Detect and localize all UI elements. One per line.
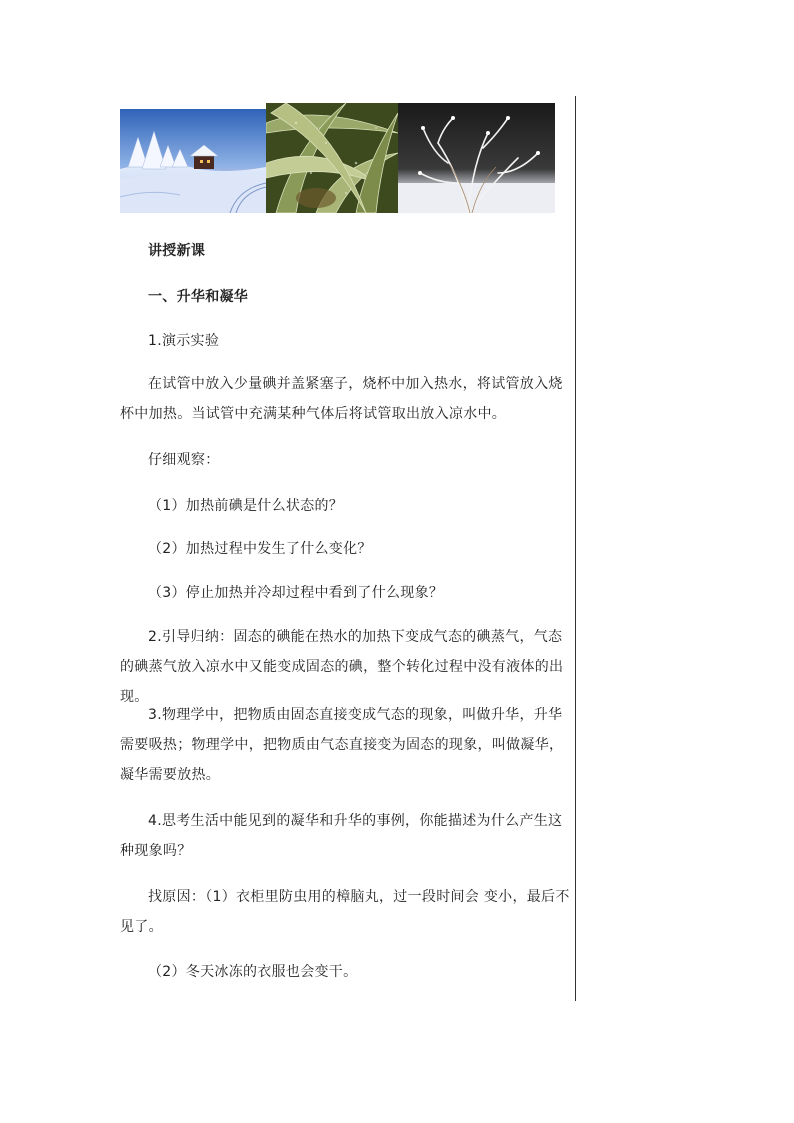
paragraph-observe: 仔细观察： [148, 452, 220, 468]
subsection-heading: 一、升华和凝华 [148, 289, 249, 305]
margin-rule [575, 96, 576, 1001]
paragraph-definition: 3.物理学中，把物质由固态直接变成气态的现象，叫做升华，升华需要吸热；物理学中，把物质由气态直接变为固态的现象，叫做凝华，凝华需要放热。 [120, 707, 564, 783]
paragraph-summary: 2.引导归纳：固态的碘能在热水的加热下变成气态的碘蒸气，气态的碘蒸气放入凉水中又能变成固态的碘，整个转化过程中没有液体的出现。 [120, 629, 564, 705]
paragraph-reason-2: （2）冬天冰冻的衣服也会变干。 [148, 964, 358, 980]
section-heading: 讲授新课 [148, 243, 206, 259]
question-3: （3）停止加热并冷却过程中看到了什么现象？ [148, 585, 444, 601]
paragraph-demo-title: 1.演示实验 [148, 333, 220, 349]
frosted-branches-photo [398, 103, 555, 213]
photo-strip [120, 103, 555, 213]
snowy-cabin-landscape-photo [120, 109, 266, 213]
paragraph-experiment: 在试管中放入少量碘并盖紧塞子，烧杯中加入热水，将试管放入烧杯中加热。当试管中充满某种气体后将试管取出放入凉水中。 [120, 376, 563, 422]
frosted-leaves-photo [266, 103, 398, 213]
question-1: （1）加热前碘是什么状态的？ [148, 498, 344, 514]
question-2: （2）加热过程中发生了什么变化？ [148, 541, 372, 557]
paragraph-think: 4.思考生活中能见到的凝华和升华的事例，你能描述为什么产生这种现象吗？ [120, 813, 563, 859]
paragraph-reasons: 找原因：（1）衣柜里防虫用的樟脑丸，过一段时间会 变小，最后不见了。 [120, 889, 570, 935]
